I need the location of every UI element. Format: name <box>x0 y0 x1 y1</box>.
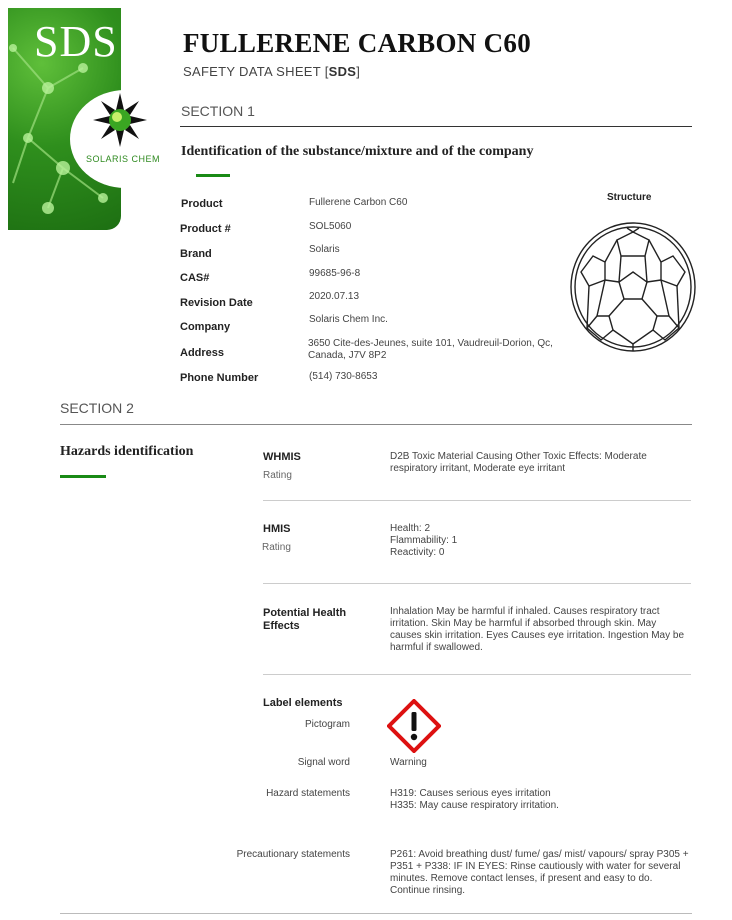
field-value-brand: Solaris <box>309 244 340 255</box>
signal-word-value: Warning <box>390 757 427 768</box>
subtitle-bold: SDS <box>328 64 357 79</box>
logo-circle <box>70 90 180 188</box>
label-elements-heading: Label elements <box>263 697 343 709</box>
subtitle-prefix: SAFETY DATA SHEET [ <box>183 64 329 79</box>
whmis-rating-label: Rating <box>263 470 292 481</box>
health-effects-label <box>263 607 346 633</box>
field-value-product: Fullerene Carbon C60 <box>309 197 408 208</box>
field-value-company: Solaris Chem Inc. <box>309 314 388 325</box>
field-value-cas: 99685-96-8 <box>309 268 361 279</box>
document-title: FULLERENE CARBON C60 <box>183 28 532 58</box>
fullerene-structure-icon <box>565 220 701 360</box>
hmis-reactivity: Reactivity: 0 <box>390 547 445 558</box>
field-value-address: 3650 Cite-des-Jeunes, suite 101, Vaudreuil-Dorion, Qc, Canada, J7V 8P2 <box>308 338 553 361</box>
precautionary-statements-value: P261: Avoid breathing dust/ fume/ gas/ mist/ vapours/ spray P305 + P351 + P338: IF IN EYES: Rinse cautiously with water for several minutes. Remove contact lenses, if present and easy to do. Continue rinsing. <box>390 849 689 896</box>
section2-title: Hazards identification <box>60 444 194 459</box>
signal-word-label: Signal word <box>297 757 350 768</box>
separator <box>263 583 691 584</box>
separator <box>263 500 691 501</box>
health-effects-value: Inhalation May be harmful if inhaled. Causes respiratory tract irritation. Skin May be harmful if absorbed through skin. May causes skin irritation. Eyes Causes eye irritation. Ingestion May be harmful if swallowed. <box>390 606 685 653</box>
hazard-statements-label: Hazard statements <box>266 788 350 799</box>
field-label-product: Product <box>181 198 223 210</box>
field-label-cas: CAS# <box>180 272 210 284</box>
health-effects-label-line2: Effects <box>263 620 300 632</box>
solaris-sun-icon <box>70 90 180 188</box>
precautionary-statements-label: Precautionary statements <box>236 849 350 860</box>
section2-heading: SECTION 2 <box>60 400 134 416</box>
health-effects-label-line1: Potential Health <box>263 607 347 619</box>
field-label-revision-date: Revision Date <box>180 297 253 309</box>
hmis-label: HMIS <box>263 523 291 535</box>
section1-accent <box>196 174 230 177</box>
whmis-label: WHMIS <box>263 451 301 463</box>
banner-sds-text: SDS <box>34 17 118 66</box>
whmis-value: D2B Toxic Material Causing Other Toxic Effects: Moderate respiratory irritant, Moderate eye irritant <box>390 451 647 474</box>
hmis-health: Health: 2 <box>390 523 431 534</box>
field-label-product-number: Product # <box>180 223 231 235</box>
hazard-statement-h319: H319: Causes serious eyes irritation <box>390 788 551 799</box>
field-label-address: Address <box>180 347 225 359</box>
exclamation-pictogram-icon <box>387 699 441 758</box>
field-label-company: Company <box>180 321 231 333</box>
logo-text: SOLARIS CHEM <box>86 154 161 164</box>
field-value-revision-date: 2020.07.13 <box>309 291 360 302</box>
section1-heading: SECTION 1 <box>181 103 255 119</box>
structure-label: Structure <box>607 192 652 203</box>
bottom-divider <box>60 913 692 914</box>
section1-divider <box>180 126 692 127</box>
hmis-rating-label: Rating <box>262 542 291 553</box>
hazard-statements-value <box>390 788 690 812</box>
pictogram-label: Pictogram <box>304 719 350 730</box>
section2-divider <box>60 424 692 425</box>
document-subtitle <box>183 64 360 79</box>
separator <box>263 674 691 675</box>
hazard-statement-h335: H335: May cause respiratory irritation. <box>390 800 559 811</box>
field-value-phone: (514) 730-8653 <box>309 371 378 382</box>
hmis-values <box>390 523 690 559</box>
subtitle-suffix: ] <box>356 64 361 79</box>
field-label-brand: Brand <box>180 248 212 260</box>
section2-accent <box>60 475 106 478</box>
field-label-phone: Phone Number <box>180 372 259 384</box>
field-value-product-number: SOL5060 <box>309 221 352 232</box>
section1-title: Identification of the substance/mixture and of the company <box>181 144 534 159</box>
hmis-flammability: Flammability: 1 <box>390 535 458 546</box>
